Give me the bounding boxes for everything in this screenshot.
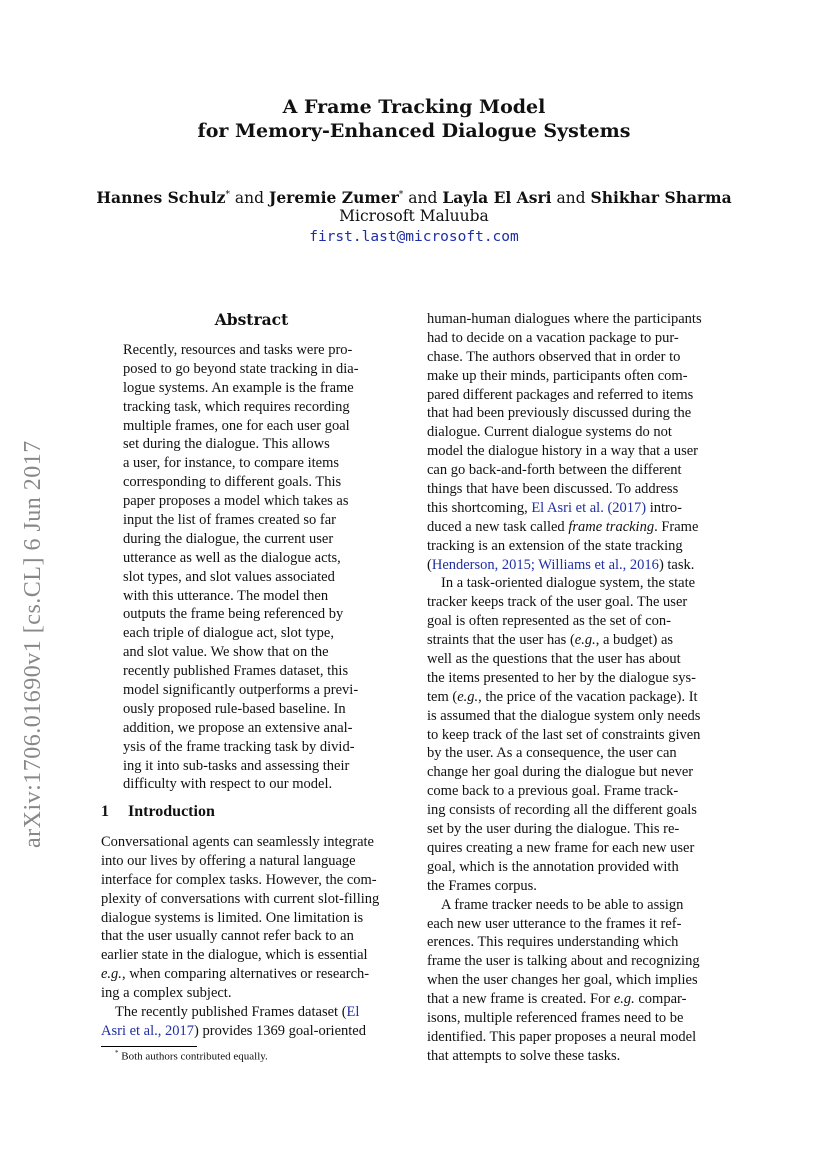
section-heading bbox=[101, 803, 215, 821]
body-line: plexity of conversations with current slot-filling bbox=[101, 890, 380, 907]
affiliation: Microsoft Maluuba bbox=[339, 207, 489, 225]
body-line: tracker keeps track of the user goal. The user bbox=[427, 594, 688, 611]
emphasis-term: e.g. bbox=[613, 991, 635, 1008]
body-text: tem ( bbox=[427, 688, 458, 705]
body-line: pared different packages and referred to items bbox=[427, 386, 694, 403]
intro-left-column bbox=[101, 833, 404, 1041]
body-line: the items presented to her by the dialogue sys- bbox=[427, 669, 696, 686]
abstract-line: recently published Frames dataset, this bbox=[123, 663, 349, 680]
author-separator: and bbox=[408, 189, 438, 208]
body-line: that attempts to solve these tasks. bbox=[427, 1047, 621, 1064]
body-line: quires creating a new frame for each new user bbox=[427, 839, 695, 856]
section-number: 1 bbox=[101, 803, 109, 820]
body-line: that the user usually cannot refer back to an bbox=[101, 928, 354, 945]
body-line: can go back-and-forth between the different bbox=[427, 462, 682, 479]
abstract-line: slot types, and slot values associated bbox=[123, 568, 335, 585]
body-line: goal, which is the annotation provided with bbox=[427, 858, 679, 875]
emphasis-term: frame tracking bbox=[568, 518, 655, 535]
abstract-line: ing it into sub-tasks and assessing their bbox=[123, 757, 350, 774]
author-name: Layla El Asri bbox=[442, 188, 552, 208]
equal-contribution-mark: * bbox=[225, 190, 230, 200]
body-text: that a new frame is created. For bbox=[427, 991, 611, 1008]
body-text: , the price of the vacation package). It bbox=[478, 688, 698, 705]
abstract-line: ysis of the frame tracking task by divid- bbox=[123, 738, 355, 755]
abstract-body bbox=[123, 341, 380, 794]
abstract-line: outputs the frame being referenced by bbox=[123, 606, 344, 623]
body-line: goal is often represented as the set of con- bbox=[427, 613, 671, 630]
abstract-line: posed to go beyond state tracking in dia- bbox=[123, 360, 359, 377]
body-line: frame the user is talking about and recognizing bbox=[427, 953, 700, 970]
body-line: ing a complex subject. bbox=[101, 985, 232, 1002]
body-line: dialogue. Current dialogue systems do not bbox=[427, 424, 672, 441]
intro-right-column bbox=[427, 310, 732, 1066]
abstract-line: a user, for instance, to compare items bbox=[123, 455, 340, 472]
citation-link[interactable]: Asri et al., 2017 bbox=[101, 1022, 195, 1039]
abstract-line: with this utterance. The model then bbox=[123, 587, 329, 604]
footnote bbox=[115, 1049, 268, 1063]
abstract-line: ously proposed rule-based baseline. In bbox=[123, 700, 346, 717]
body-line: In a task-oriented dialogue system, the state bbox=[441, 575, 696, 592]
abstract-line: during the dialogue, the current user bbox=[123, 530, 334, 547]
abstract-line: set during the dialogue. This allows bbox=[123, 436, 330, 453]
abstract-line: and slot value. We show that on the bbox=[123, 644, 329, 661]
body-text: ) task. bbox=[658, 556, 695, 573]
author-name: Hannes Schulz bbox=[96, 188, 226, 208]
citation-link[interactable]: El bbox=[346, 1004, 360, 1021]
body-line bbox=[427, 990, 732, 1009]
body-line: things that have been discussed. To address bbox=[427, 481, 679, 498]
body-line: to keep track of the last set of constraints given bbox=[427, 726, 701, 743]
abstract-line: logue systems. An example is the frame bbox=[123, 379, 354, 396]
body-text: compar- bbox=[638, 991, 687, 1008]
body-line: ing consists of recording all the different goals bbox=[427, 802, 697, 819]
author-separator: and bbox=[556, 189, 586, 208]
abstract-line: addition, we propose an extensive anal- bbox=[123, 719, 353, 736]
footnote-text: Both authors contributed equally. bbox=[121, 1050, 268, 1063]
body-line: is assumed that the dialogue system only needs bbox=[427, 707, 701, 724]
paper-title bbox=[0, 95, 828, 143]
body-line: Conversational agents can seamlessly integrate bbox=[101, 834, 374, 850]
body-line: when the user changes her goal, which implies bbox=[427, 972, 698, 989]
author-name: Shikhar Sharma bbox=[590, 188, 732, 208]
body-line: model the dialogue history in a way that a user bbox=[427, 443, 698, 460]
abstract-line: tracking task, which requires recording bbox=[123, 398, 350, 415]
body-text: straints that the user has ( bbox=[427, 632, 575, 649]
citation-link[interactable]: Henderson, 2015; Williams et al., 2016 bbox=[431, 556, 659, 573]
abstract-line: Recently, resources and tasks were pro- bbox=[123, 342, 353, 358]
body-line bbox=[427, 499, 732, 518]
body-line: isons, multiple referenced frames need to be bbox=[427, 1009, 684, 1026]
body-line: each new user utterance to the frames it ref- bbox=[427, 915, 682, 932]
emphasis-term: e.g. bbox=[574, 632, 596, 649]
body-text: duced a new task called bbox=[427, 518, 565, 535]
body-line: had to decide on a vacation package to pur- bbox=[427, 329, 679, 346]
abstract-line: paper proposes a model which takes as bbox=[123, 493, 349, 510]
body-line: dialogue systems is limited. One limitation is bbox=[101, 909, 364, 926]
body-line: identified. This paper proposes a neural model bbox=[427, 1028, 697, 1045]
body-text: intro- bbox=[649, 499, 682, 516]
abstract-line: corresponding to different goals. This bbox=[123, 474, 342, 491]
body-line bbox=[427, 518, 732, 537]
emphasis-term: e.g. bbox=[457, 688, 479, 705]
equal-contribution-mark: * bbox=[398, 190, 404, 200]
body-line: the Frames corpus. bbox=[427, 877, 537, 894]
abstract-line: each triple of dialogue act, slot type, bbox=[123, 625, 334, 642]
body-line: that had been previously discussed during the bbox=[427, 405, 692, 422]
body-line: Asri et al., 2017) provides 1369 goal-oriented bbox=[101, 1022, 366, 1039]
body-line: change her goal during the dialogue but never bbox=[427, 764, 694, 781]
body-line: e.g., when comparing alternatives or research- bbox=[101, 966, 370, 983]
body-line: human-human dialogues where the participants bbox=[427, 311, 702, 327]
abstract-heading: Abstract bbox=[214, 310, 289, 329]
arxiv-stamp: arXiv:1706.01690v1 [cs.CL] 6 Jun 2017 bbox=[20, 440, 46, 848]
abstract-line: utterance as well as the dialogue acts, bbox=[123, 549, 341, 566]
body-line: interface for complex tasks. However, the com- bbox=[101, 871, 377, 888]
body-line: make up their minds, participants often com- bbox=[427, 367, 688, 384]
body-line: by the user. As a consequence, the user can bbox=[427, 745, 677, 762]
body-line: erences. This requires understanding which bbox=[427, 934, 679, 951]
body-line bbox=[427, 688, 732, 707]
body-text: . Frame bbox=[654, 518, 699, 535]
body-line: The recently published Frames dataset (El bbox=[115, 1004, 360, 1021]
footnote-rule bbox=[101, 1046, 197, 1047]
author-separator: and bbox=[234, 189, 265, 208]
title-line: for Memory-Enhanced Dialogue Systems bbox=[197, 120, 631, 142]
footnote-mark: * bbox=[115, 1049, 119, 1057]
citation-link[interactable]: El Asri et al. (2017) bbox=[531, 499, 647, 516]
body-line bbox=[427, 631, 732, 650]
body-text: ( bbox=[427, 556, 432, 573]
abstract-line: input the list of frames created so far bbox=[123, 512, 336, 529]
body-line: well as the questions that the user has about bbox=[427, 651, 681, 668]
abstract-line: multiple frames, one for each user goal bbox=[123, 417, 350, 434]
abstract-line: model significantly outperforms a previ- bbox=[123, 682, 359, 699]
abstract-line: difficulty with respect to our model. bbox=[123, 776, 333, 793]
body-line: tracking is an extension of the state tracking bbox=[427, 537, 683, 554]
body-line: chase. The authors observed that in order to bbox=[427, 348, 681, 365]
body-line: into our lives by offering a natural language bbox=[101, 852, 356, 869]
body-line: A frame tracker needs to be able to assign bbox=[441, 896, 684, 913]
author-name: Jeremie Zumer bbox=[268, 188, 399, 208]
body-line: come back to a previous goal. Frame track- bbox=[427, 783, 679, 800]
title-line: A Frame Tracking Model bbox=[282, 96, 546, 118]
email-link[interactable]: first.last@microsoft.com bbox=[309, 229, 519, 245]
section-title: Introduction bbox=[128, 803, 215, 820]
body-text: , a budget) as bbox=[595, 632, 674, 649]
emphasis-term: e.g. bbox=[101, 966, 122, 983]
body-text: this shortcoming, bbox=[427, 499, 528, 516]
body-line: earlier state in the dialogue, which is essential bbox=[101, 947, 368, 964]
body-line: set by the user during the dialogue. This re- bbox=[427, 821, 680, 838]
body-line bbox=[427, 556, 732, 575]
